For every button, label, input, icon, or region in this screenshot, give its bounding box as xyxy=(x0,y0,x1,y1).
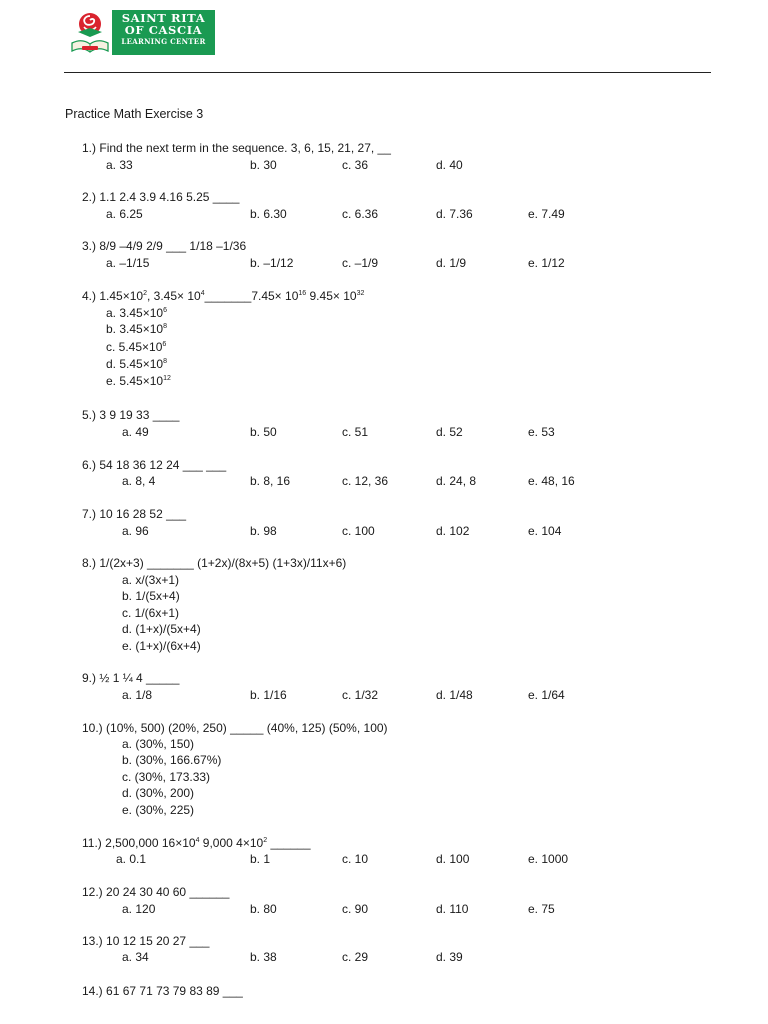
question-text: 1.1 2.4 3.9 4.16 5.25 ____ xyxy=(99,190,240,204)
option-b: b. 1/16 xyxy=(250,688,287,702)
question-number: 5.) xyxy=(82,408,97,422)
question-number: 9.) xyxy=(82,671,97,685)
school-name-line3: LEARNING CENTER xyxy=(121,37,206,46)
option-d: d. 24, 8 xyxy=(436,474,477,488)
question-2 xyxy=(82,190,239,204)
option-a: a. –1/15 xyxy=(106,256,150,270)
option-c: c. $5.45\times 10^6$ xyxy=(106,340,167,354)
question-number: 12.) xyxy=(82,885,103,899)
option-d: d. 39 xyxy=(436,950,463,964)
question-6 xyxy=(82,458,226,472)
option-d: d. (30%, 200) xyxy=(122,786,195,800)
question-12 xyxy=(82,885,229,899)
option-b: b. 6.30 xyxy=(250,207,287,221)
question-number: 8.) xyxy=(82,556,97,570)
question-number: 2.) xyxy=(82,190,97,204)
question-text: 2,500,000 $16\times 10^4$ 9,000 $4\times 10^2$ ______ xyxy=(105,836,311,850)
option-e: e. 75 xyxy=(528,902,555,916)
option-d: d. (1+x)/(5x+4) xyxy=(122,622,201,636)
option-d: d. 40 xyxy=(436,158,463,172)
option-c: c. 10 xyxy=(342,852,369,866)
option-a: a. 49 xyxy=(122,425,149,439)
school-name-banner xyxy=(112,10,215,55)
option-c: c. (30%, 173.33) xyxy=(122,770,211,784)
option-b: b. 80 xyxy=(250,902,277,916)
question-3 xyxy=(82,239,246,253)
question-text: Find the next term in the sequence. 3, 6, 15, 21, 27, __ xyxy=(99,141,391,155)
option-e: e. 1000 xyxy=(528,852,569,866)
option-d: d. 52 xyxy=(436,425,463,439)
option-a: a. 34 xyxy=(122,950,149,964)
rose-book-emblem-icon xyxy=(68,10,112,56)
option-c: c. 12, 36 xyxy=(342,474,389,488)
option-c: c. 1/32 xyxy=(342,688,379,702)
option-a: a. 33 xyxy=(106,158,133,172)
option-e: e. (1+x)/(6x+4) xyxy=(122,639,201,653)
option-b: b. (30%, 166.67%) xyxy=(122,753,222,767)
question-13 xyxy=(82,934,209,948)
question-number: 3.) xyxy=(82,239,97,253)
question-14 xyxy=(82,984,243,998)
option-d: d. 1/9 xyxy=(436,256,467,270)
option-b: b. 98 xyxy=(250,524,277,538)
question-1 xyxy=(82,141,391,155)
header-divider xyxy=(64,72,711,73)
option-e: e. 7.49 xyxy=(528,207,565,221)
question-text: 10 12 15 20 27 ___ xyxy=(106,934,210,948)
question-number: 14.) xyxy=(82,984,103,998)
question-number: 1.) xyxy=(82,141,97,155)
option-d: d. 7.36 xyxy=(436,207,473,221)
option-a: a. $3.45\times 10^6$ xyxy=(106,306,167,320)
option-b: b. 1 xyxy=(250,852,271,866)
option-c: c. 1/(6x+1) xyxy=(122,606,180,620)
option-c: c. –1/9 xyxy=(342,256,379,270)
question-text: 1/(2x+3) _______ (1+2x)/(8x+5) (1+3x)/11x+6) xyxy=(99,556,347,570)
school-name-line1: SAINT RITA xyxy=(121,11,206,25)
question-text: 10 16 28 52 ___ xyxy=(99,507,187,521)
school-name-line2: OF CASCIA xyxy=(124,23,203,37)
option-d: d. 1/48 xyxy=(436,688,473,702)
option-a: a. 0.1 xyxy=(116,852,147,866)
option-d: d. 110 xyxy=(436,902,469,916)
document-title: Practice Math Exercise 3 xyxy=(65,107,204,121)
option-d: d. 102 xyxy=(436,524,470,538)
option-c: c. 36 xyxy=(342,158,369,172)
option-e: e. (30%, 225) xyxy=(122,803,195,817)
option-a: a. (30%, 150) xyxy=(122,737,195,751)
question-7 xyxy=(82,507,186,521)
option-b: b. 8, 16 xyxy=(250,474,291,488)
question-text: 20 24 30 40 60 ______ xyxy=(106,885,230,899)
option-e: e. $5.45\times 10^{12}$ xyxy=(106,374,171,388)
option-b: b. $3.45\times 10^8$ xyxy=(106,322,167,336)
question-5 xyxy=(82,408,179,422)
option-b: b. 1/(5x+4) xyxy=(122,589,180,603)
option-b: b. 38 xyxy=(250,950,277,964)
question-text: 54 18 36 12 24 ___ ___ xyxy=(99,458,227,472)
question-number: 6.) xyxy=(82,458,97,472)
option-a: a. 6.25 xyxy=(106,207,143,221)
question-number: 4.) xyxy=(82,289,97,303)
question-text: 8/9 –4/9 2/9 ___ 1/18 –1/36 xyxy=(99,239,247,253)
question-number: 7.) xyxy=(82,507,97,521)
option-e: e. 1/12 xyxy=(528,256,565,270)
question-8 xyxy=(82,556,346,570)
option-e: e. 104 xyxy=(528,524,562,538)
option-e: e. 1/64 xyxy=(528,688,565,702)
option-d: d. 100 xyxy=(436,852,470,866)
option-c: c. 29 xyxy=(342,950,369,964)
option-a: a. 8, 4 xyxy=(122,474,156,488)
option-a: a. 96 xyxy=(122,524,149,538)
option-b: b. 50 xyxy=(250,425,277,439)
option-b: b. 30 xyxy=(250,158,277,172)
option-a: a. x/(3x+1) xyxy=(122,573,180,587)
question-number: 10.) xyxy=(82,721,103,735)
question-4 xyxy=(82,289,364,303)
question-text: ½ 1 ¼ 4 _____ xyxy=(99,671,180,685)
question-text: (10%, 500) (20%, 250) _____ (40%, 125) (50%, 100) xyxy=(106,721,388,735)
question-10 xyxy=(82,721,388,735)
option-a: a. 120 xyxy=(122,902,156,916)
option-a: a. 1/8 xyxy=(122,688,153,702)
school-logo xyxy=(68,10,216,56)
question-9 xyxy=(82,671,179,685)
option-e: e. 48, 16 xyxy=(528,474,575,488)
question-11 xyxy=(82,836,311,850)
option-b: b. –1/12 xyxy=(250,256,294,270)
question-text: $1.45\times 10^2$, $3.45\times 10^4\_\_\_\_\_\_\_7.45\times 10^{16}$ $9.45\times 10^{32}$ xyxy=(99,289,365,303)
option-e: e. 53 xyxy=(528,425,555,439)
option-c: c. 51 xyxy=(342,425,369,439)
option-d: d. $5.45\times 10^8$ xyxy=(106,357,167,371)
question-text: 3 9 19 33 ____ xyxy=(99,408,180,422)
option-c: c. 90 xyxy=(342,902,369,916)
option-c: c. 6.36 xyxy=(342,207,379,221)
question-number: 13.) xyxy=(82,934,103,948)
question-text: 61 67 71 73 79 83 89 ___ xyxy=(106,984,243,998)
question-number: 11.) xyxy=(82,836,102,850)
option-c: c. 100 xyxy=(342,524,375,538)
